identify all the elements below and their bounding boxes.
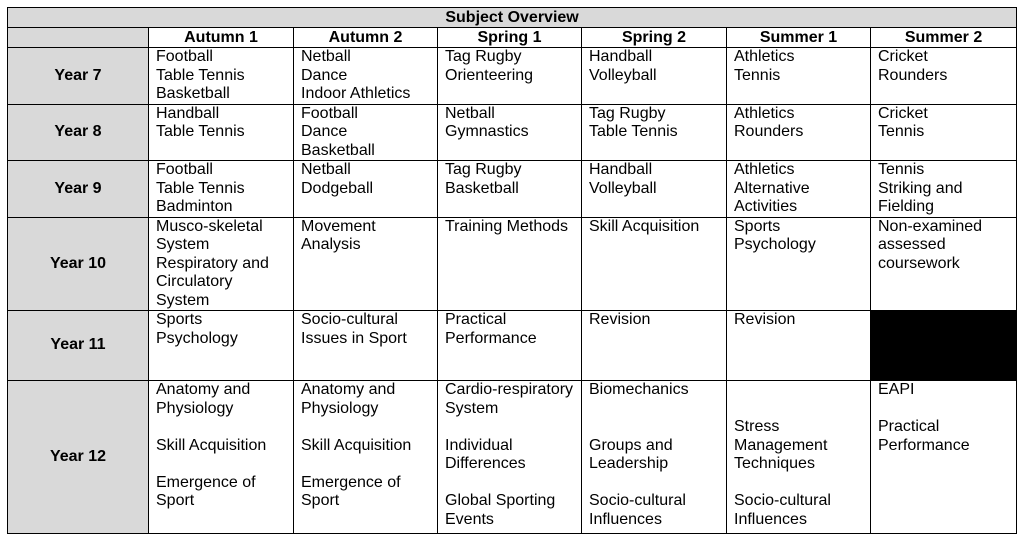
topic-line: Skill Acquisition bbox=[301, 436, 412, 454]
topic-line: Anatomy and bbox=[301, 381, 396, 398]
topic-line: Stress bbox=[734, 418, 780, 435]
topic-line: Musco-skeletal bbox=[156, 217, 263, 235]
topic-line: System bbox=[156, 236, 210, 253]
topic-line: Gymnastics bbox=[445, 123, 529, 140]
topic-line: Table Tennis bbox=[156, 179, 245, 197]
topic-line: Basketball bbox=[156, 85, 230, 102]
topic-line: Indoor Athletics bbox=[301, 85, 411, 102]
topic-cell bbox=[727, 381, 871, 534]
table-row bbox=[8, 104, 1017, 161]
topic-cell bbox=[438, 104, 582, 161]
topic-line: Activities bbox=[734, 198, 798, 215]
topic-cell bbox=[294, 104, 438, 161]
topic-cell bbox=[582, 311, 727, 381]
topic-line: Sports bbox=[156, 311, 203, 328]
topic-line: Revision bbox=[734, 311, 796, 328]
topic-cell bbox=[294, 381, 438, 534]
topic-line: Tennis bbox=[878, 123, 925, 140]
topic-line bbox=[156, 418, 293, 437]
topic-line: Practical bbox=[878, 418, 940, 435]
year-label: Year 11 bbox=[8, 311, 149, 381]
topic-line: Sports bbox=[734, 217, 781, 235]
topic-line: Influences bbox=[589, 510, 662, 528]
topic-line: Tag Rugby bbox=[445, 48, 522, 65]
topic-line: Alternative bbox=[734, 179, 810, 197]
topic-line: Psychology bbox=[734, 236, 816, 253]
topic-line: Handball bbox=[156, 104, 220, 122]
topic-line: Non-examined bbox=[878, 217, 983, 235]
term-header: Autumn 2 bbox=[294, 28, 438, 48]
topic-line: Football bbox=[156, 48, 213, 65]
topic-line: Volleyball bbox=[589, 179, 657, 197]
topic-line: Circulatory bbox=[156, 273, 233, 290]
year-label: Year 9 bbox=[8, 161, 149, 218]
topic-cell bbox=[727, 311, 871, 381]
topic-line: Football bbox=[156, 161, 213, 178]
topic-line bbox=[589, 400, 726, 419]
topic-line: Rounders bbox=[878, 66, 948, 84]
topic-line bbox=[589, 418, 726, 437]
topic-line: Netball bbox=[301, 48, 351, 65]
topic-line: Global Sporting bbox=[445, 492, 556, 509]
topic-line: Analysis bbox=[301, 236, 361, 253]
topic-line: Biomechanics bbox=[589, 381, 689, 398]
topic-line: Training Methods bbox=[445, 217, 569, 235]
topic-line: Netball bbox=[445, 104, 495, 122]
topic-line: assessed bbox=[878, 236, 946, 253]
topic-line: Dance bbox=[301, 123, 348, 140]
topic-line: Differences bbox=[445, 455, 526, 472]
topic-line: Table Tennis bbox=[589, 123, 678, 140]
topic-line: Basketball bbox=[445, 179, 519, 197]
topic-cell bbox=[438, 48, 582, 105]
topic-line: Tennis bbox=[878, 161, 925, 178]
topic-cell bbox=[871, 161, 1017, 218]
topic-line bbox=[301, 455, 437, 474]
topic-line: Influences bbox=[734, 510, 807, 528]
topic-line: Skill Acquisition bbox=[156, 436, 267, 454]
term-header-row bbox=[8, 28, 1017, 48]
term-header: Spring 1 bbox=[438, 28, 582, 48]
topic-cell bbox=[582, 48, 727, 105]
topic-cell bbox=[294, 217, 438, 311]
topic-cell bbox=[727, 161, 871, 218]
topic-line: Orienteering bbox=[445, 66, 534, 84]
topic-cell bbox=[727, 217, 871, 311]
table-row bbox=[8, 48, 1017, 105]
topic-line: Socio-cultural bbox=[734, 492, 831, 509]
topic-line: Sport bbox=[301, 492, 340, 509]
term-header: Autumn 1 bbox=[149, 28, 294, 48]
topic-cell bbox=[582, 217, 727, 311]
topic-line: Sport bbox=[156, 492, 195, 509]
term-header: Summer 1 bbox=[727, 28, 871, 48]
topic-line: System bbox=[445, 399, 499, 417]
table-row bbox=[8, 311, 1017, 381]
topic-cell bbox=[438, 381, 582, 534]
topic-line: Handball bbox=[589, 161, 653, 178]
topic-line: Skill Acquisition bbox=[589, 217, 700, 235]
topic-line: Individual bbox=[445, 436, 513, 454]
table-row bbox=[8, 161, 1017, 218]
topic-line: Management bbox=[734, 436, 828, 454]
table-row bbox=[8, 217, 1017, 311]
topic-line: Techniques bbox=[734, 455, 815, 472]
topic-line: Emergence of bbox=[301, 473, 401, 491]
topic-cell bbox=[294, 48, 438, 105]
topic-line: Issues in Sport bbox=[301, 329, 407, 347]
topic-line: Cricket bbox=[878, 104, 928, 122]
subject-overview-table bbox=[7, 7, 1017, 534]
year-label: Year 7 bbox=[8, 48, 149, 105]
topic-cell bbox=[871, 381, 1017, 534]
topic-line: Socio-cultural bbox=[301, 311, 398, 328]
topic-line: Athletics bbox=[734, 161, 795, 178]
table-title: Subject Overview bbox=[8, 8, 1017, 28]
topic-line: Table Tennis bbox=[156, 66, 245, 84]
topic-line: Tag Rugby bbox=[589, 104, 666, 122]
topic-line: System bbox=[156, 291, 210, 309]
topic-line bbox=[589, 474, 726, 493]
topic-line: Handball bbox=[589, 48, 653, 65]
topic-line: Performance bbox=[445, 329, 537, 347]
topic-line: Socio-cultural bbox=[589, 492, 686, 509]
topic-cell bbox=[149, 161, 294, 218]
topic-cell bbox=[438, 311, 582, 381]
topic-line bbox=[734, 400, 870, 419]
topic-cell bbox=[438, 217, 582, 311]
topic-line: Striking and bbox=[878, 179, 963, 197]
topic-line: Performance bbox=[878, 436, 970, 454]
year-label: Year 10 bbox=[8, 217, 149, 311]
topic-cell bbox=[871, 217, 1017, 311]
topic-line: Badminton bbox=[156, 198, 233, 215]
topic-line: Cardio-respiratory bbox=[445, 381, 574, 398]
topic-line: Volleyball bbox=[589, 66, 657, 84]
topic-cell bbox=[871, 104, 1017, 161]
topic-line: Emergence of bbox=[156, 473, 256, 491]
topic-line: coursework bbox=[878, 254, 960, 272]
topic-line: Dodgeball bbox=[301, 179, 374, 197]
topic-cell bbox=[294, 161, 438, 218]
topic-cell bbox=[438, 161, 582, 218]
topic-cell bbox=[582, 104, 727, 161]
term-header: Spring 2 bbox=[582, 28, 727, 48]
topic-line bbox=[734, 381, 870, 400]
topic-cell bbox=[149, 381, 294, 534]
topic-line: Practical bbox=[445, 311, 507, 328]
topic-line bbox=[156, 455, 293, 474]
topic-cell bbox=[149, 311, 294, 381]
topic-cell bbox=[149, 48, 294, 105]
topic-cell bbox=[582, 161, 727, 218]
topic-line: Athletics bbox=[734, 104, 795, 122]
topic-cell bbox=[294, 311, 438, 381]
topic-line: Dance bbox=[301, 66, 348, 84]
year-label: Year 12 bbox=[8, 381, 149, 534]
table-row bbox=[8, 381, 1017, 534]
topic-line: Physiology bbox=[156, 399, 234, 417]
topic-line: Athletics bbox=[734, 48, 795, 65]
topic-line: Physiology bbox=[301, 399, 379, 417]
year-label: Year 8 bbox=[8, 104, 149, 161]
topic-cell bbox=[149, 104, 294, 161]
topic-cell bbox=[871, 48, 1017, 105]
topic-line: Events bbox=[445, 510, 494, 528]
topic-line bbox=[445, 474, 581, 493]
blacked-out-cell bbox=[871, 311, 1017, 381]
topic-line bbox=[878, 400, 1016, 419]
topic-cell bbox=[727, 48, 871, 105]
topic-line: Cricket bbox=[878, 48, 928, 65]
topic-cell bbox=[582, 381, 727, 534]
topic-line: Rounders bbox=[734, 123, 804, 140]
topic-line: Tennis bbox=[734, 66, 781, 84]
topic-line: Leadership bbox=[589, 455, 669, 472]
corner-cell bbox=[8, 28, 149, 48]
topic-line: Groups and bbox=[589, 436, 673, 454]
topic-line: Football bbox=[301, 104, 358, 122]
topic-line: Netball bbox=[301, 161, 351, 178]
topic-line: Revision bbox=[589, 311, 651, 328]
topic-line bbox=[301, 418, 437, 437]
term-header: Summer 2 bbox=[871, 28, 1017, 48]
topic-line: Table Tennis bbox=[156, 123, 245, 140]
topic-line: Psychology bbox=[156, 329, 238, 347]
topic-line: Fielding bbox=[878, 198, 935, 215]
topic-line: Respiratory and bbox=[156, 254, 269, 272]
topic-line: Anatomy and bbox=[156, 381, 251, 398]
topic-line: EAPI bbox=[878, 381, 915, 398]
topic-cell bbox=[727, 104, 871, 161]
topic-line bbox=[445, 418, 581, 437]
topic-line: Movement bbox=[301, 217, 376, 235]
topic-line: Tag Rugby bbox=[445, 161, 522, 178]
topic-line bbox=[734, 474, 870, 493]
topic-line: Basketball bbox=[301, 141, 375, 159]
topic-cell bbox=[149, 217, 294, 311]
